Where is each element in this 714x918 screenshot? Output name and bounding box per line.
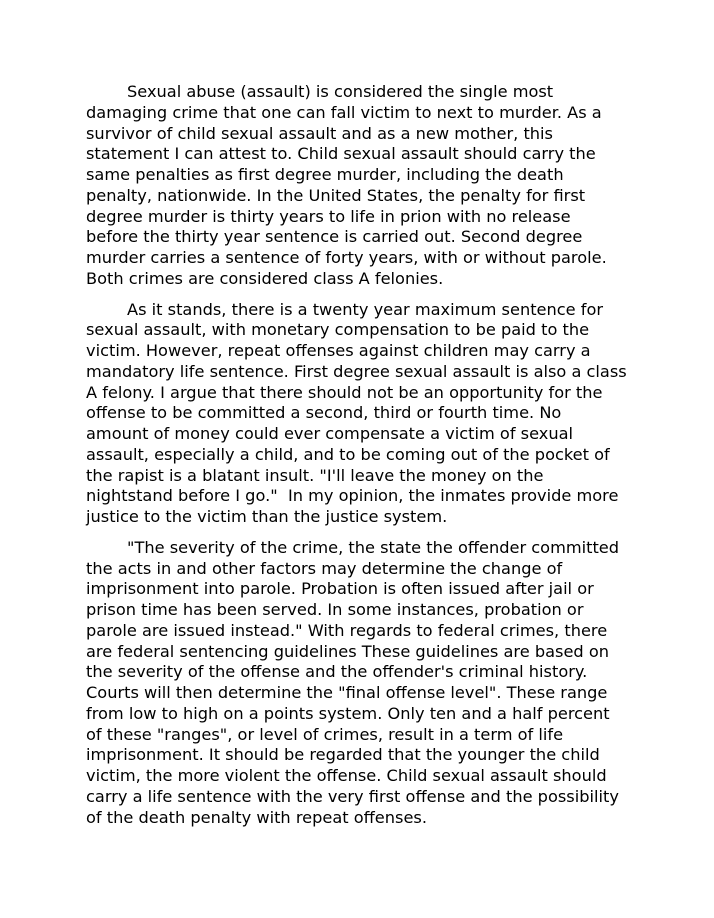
paragraph-line: Both crimes are considered class A felonies. xyxy=(86,268,444,288)
paragraph-line: prison time has been served. In some instances, probation or xyxy=(86,600,584,619)
paragraph-line: assault, especially a child, and to be coming out of the pocket of xyxy=(86,444,610,464)
paragraph-line: the rapist is a blatant insult. "I'll leave the money on the xyxy=(86,465,544,485)
paragraph-line: before the thirty year sentence is carried out. Second degree xyxy=(86,227,583,247)
paragraph-line: from low to high on a points system. Only ten and a half percent xyxy=(86,703,610,723)
paragraph-line: damaging crime that one can fall victim to next to murder. As a xyxy=(86,102,602,122)
paragraph-2 xyxy=(86,300,642,528)
paragraph-1 xyxy=(86,82,642,290)
paragraph-line: amount of money could ever compensate a victim of sexual xyxy=(86,424,574,443)
paragraph-line: Courts will then determine the "final offense level". These range xyxy=(86,683,608,702)
paragraph-line: victim. However, repeat offenses against children may carry a xyxy=(86,341,591,360)
paragraph-line: degree murder is thirty years to life in prion with no release xyxy=(86,206,571,226)
paragraph-line: the acts in and other factors may determine the change of xyxy=(86,558,563,578)
paragraph-line: imprisonment into parole. Probation is often issued after jail or xyxy=(86,579,594,599)
paragraph-3 xyxy=(86,538,642,829)
paragraph-line: As it stands, there is a twenty year maximum sentence for xyxy=(127,299,604,319)
paragraph-line: justice to the victim than the justice system. xyxy=(86,507,448,526)
paragraph-line: murder carries a sentence of forty years, with or without parole. xyxy=(86,248,607,267)
paragraph-line: parole are issued instead." With regards to federal crimes, there xyxy=(86,620,608,640)
paragraph-line: carry a life sentence with the very first offense and the possibility xyxy=(86,786,619,806)
paragraph-line: "The severity of the crime, the state the offender committed xyxy=(127,537,620,557)
paragraph-line: offense to be committed a second, third or fourth time. No xyxy=(86,403,562,423)
paragraph-line: penalty, nationwide. In the United States, the penalty for first xyxy=(86,185,586,205)
paragraph-line: imprisonment. It should be regarded that the younger the child xyxy=(86,745,600,765)
paragraph-line: of the death penalty with repeat offenses. xyxy=(86,807,427,827)
paragraph-line: of these "ranges", or level of crimes, result in a term of life xyxy=(86,724,564,744)
paragraph-line: the severity of the offense and the offender's criminal history. xyxy=(86,662,588,682)
paragraph-line: nightstand before I go." In my opinion, the inmates provide more xyxy=(86,486,619,506)
paragraph-line: are federal sentencing guidelines These guidelines are based on xyxy=(86,641,609,661)
paragraph-line: survivor of child sexual assault and as a new mother, this xyxy=(86,123,553,143)
paragraph-line: mandatory life sentence. First degree sexual assault is also a class xyxy=(86,361,627,381)
paragraph-line: statement I can attest to. Child sexual assault should carry the xyxy=(86,144,596,164)
paragraph-line: A felony. I argue that there should not be an opportunity for the xyxy=(86,382,603,402)
paragraph-line: sexual assault, with monetary compensation to be paid to the xyxy=(86,320,590,340)
paragraph-line: same penalties as first degree murder, including the death xyxy=(86,165,564,184)
paragraph-line: victim, the more violent the offense. Child sexual assault should xyxy=(86,766,607,785)
document-page xyxy=(86,82,642,838)
paragraph-line: Sexual abuse (assault) is considered the single most xyxy=(127,82,554,101)
